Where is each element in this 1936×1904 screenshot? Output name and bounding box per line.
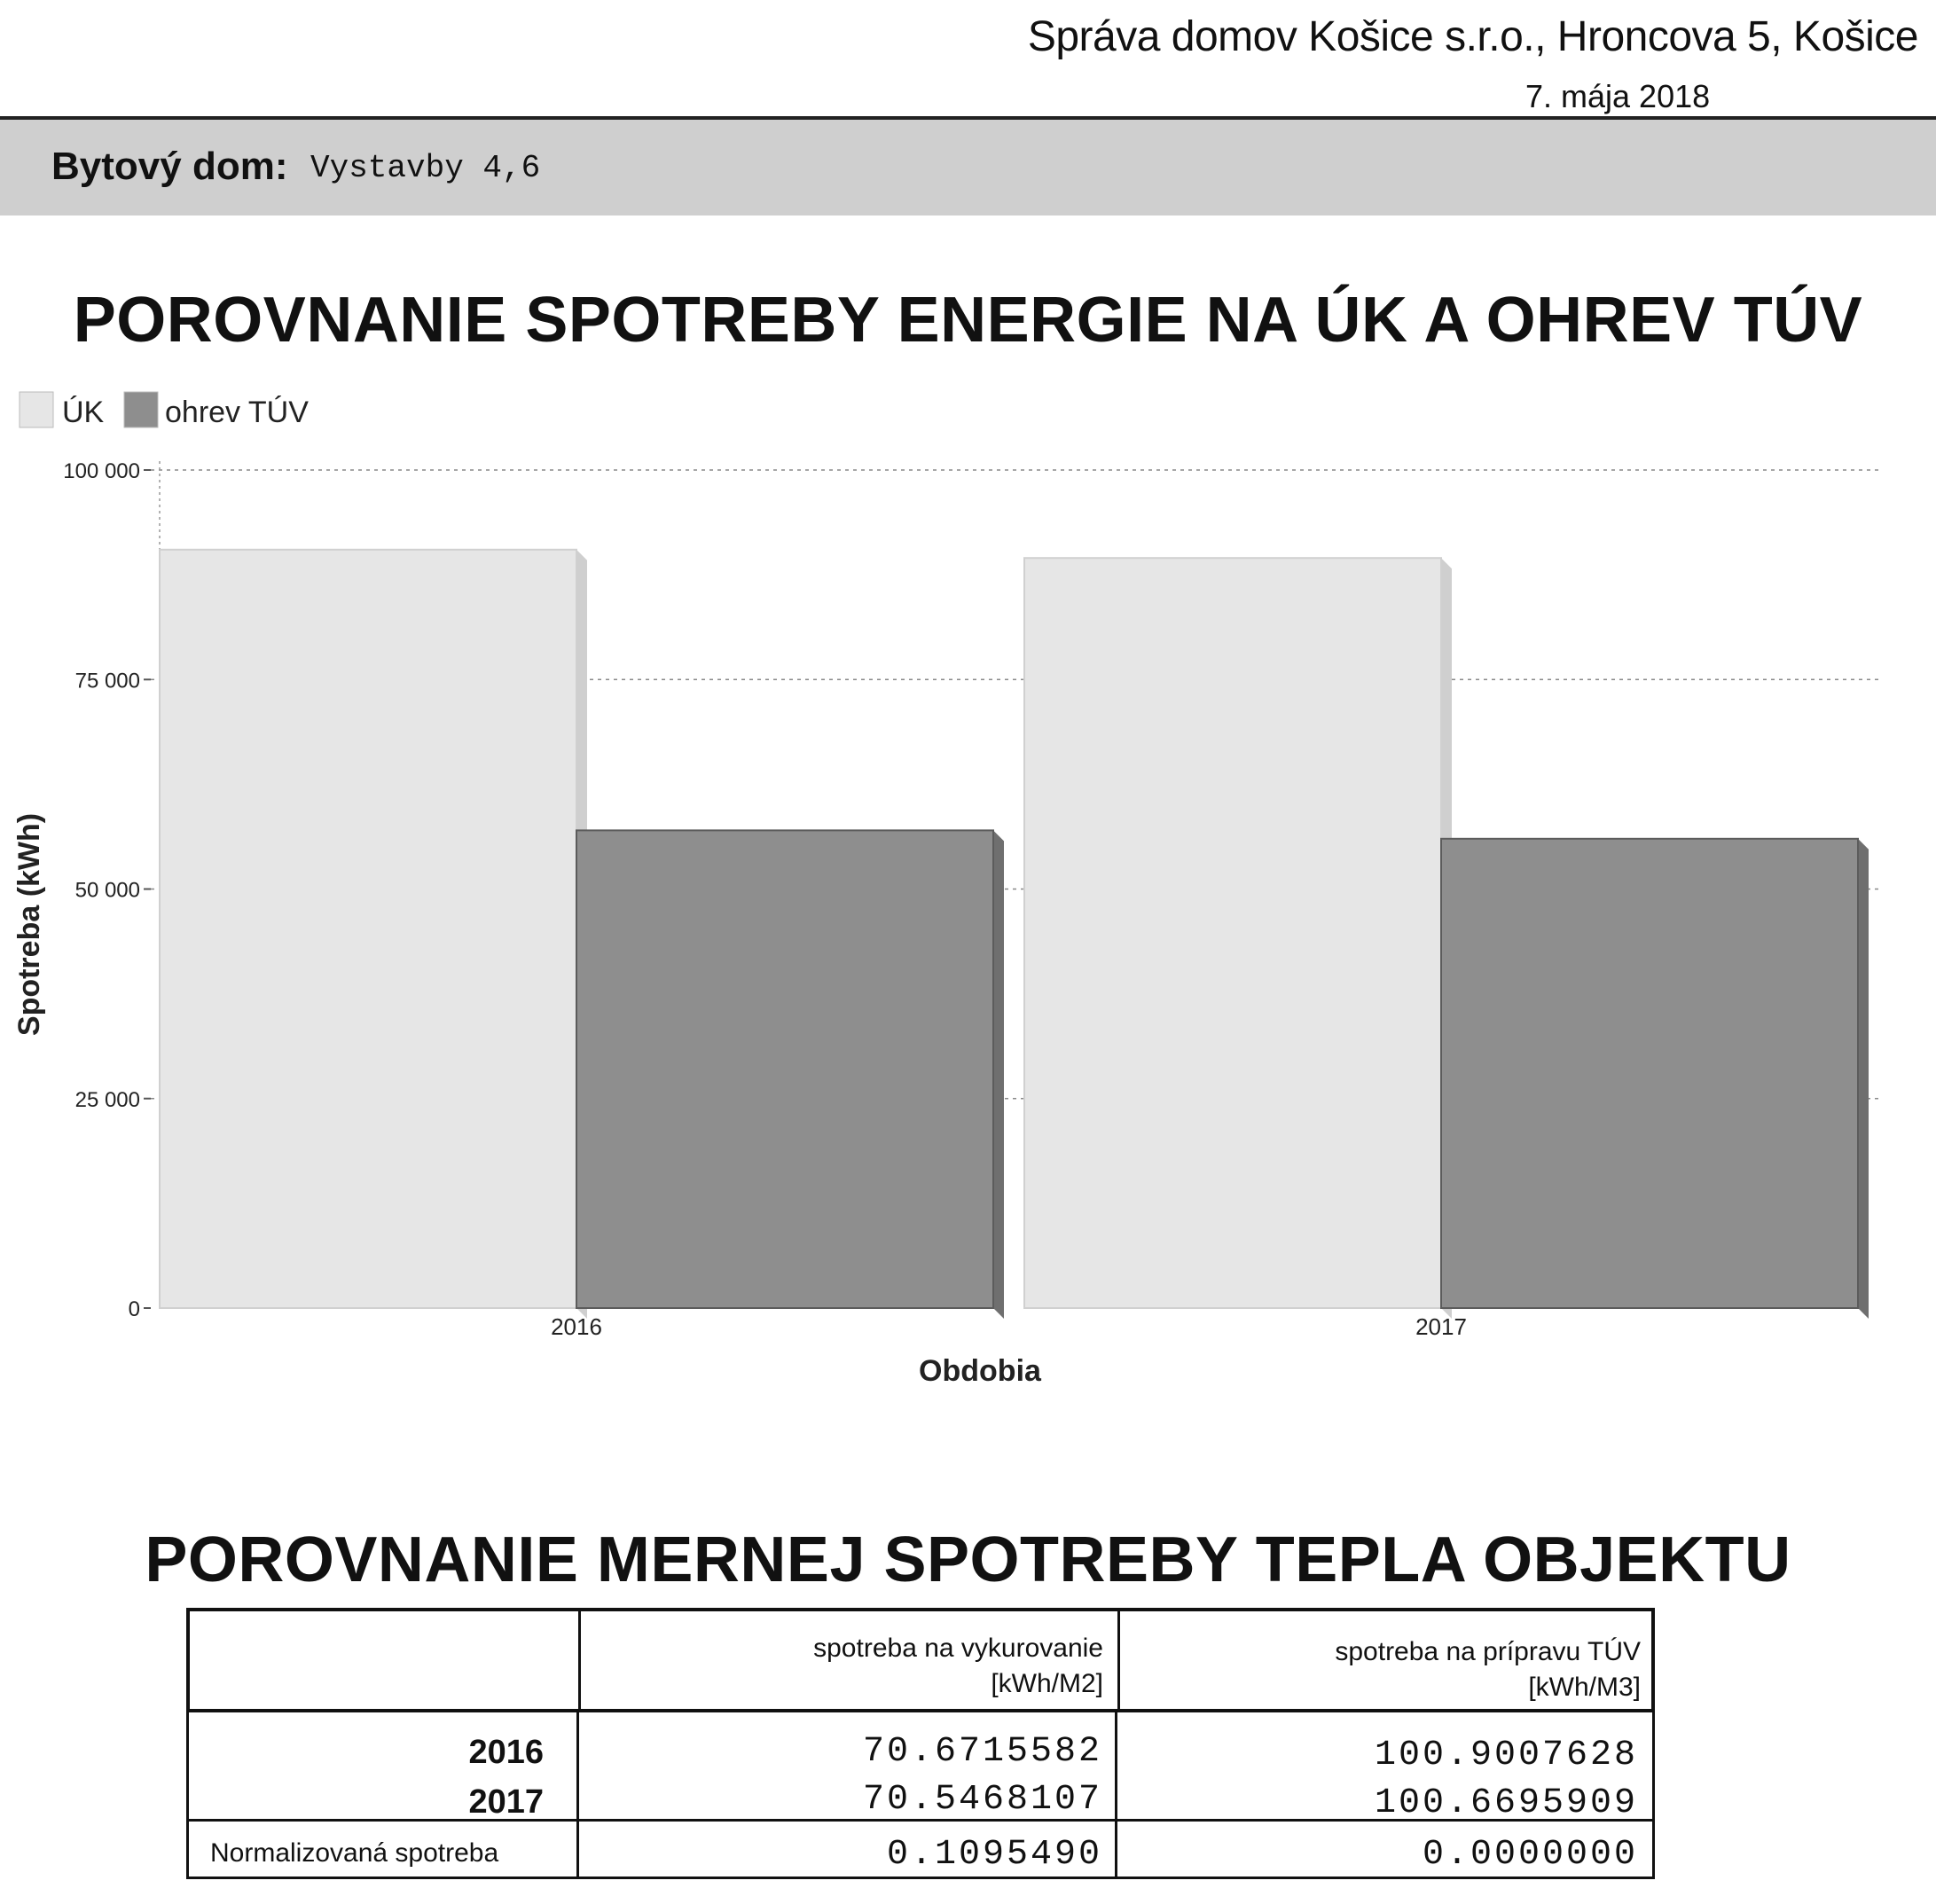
company-name: Správa domov Košice s.r.o., Hroncova 5, Košice <box>1027 13 1918 60</box>
y-tick-label-2: 50 000 <box>74 878 140 903</box>
row-2017-label: 2017 <box>468 1783 544 1821</box>
bar-side-1-1 <box>1858 839 1869 1319</box>
legend-label-1: ohrev TÚV <box>165 396 309 429</box>
bar-2016-uk <box>160 550 576 1308</box>
y-tick-label-0: 0 <box>128 1297 140 1321</box>
chart-title: POROVNANIE SPOTREBY ENERGIE NA ÚK A OHREV TÚV <box>73 285 1863 356</box>
normalized-label: Normalizovaná spotreba <box>210 1838 499 1868</box>
x-axis-title: Obdobia <box>919 1354 1041 1388</box>
row-2016-label: 2016 <box>468 1734 544 1771</box>
header-water <box>1130 1634 1641 1705</box>
y-axis-title: Spotreba (kWh) <box>12 812 46 1037</box>
y-tick-label-1: 25 000 <box>74 1087 140 1112</box>
table-header <box>186 1608 1655 1712</box>
header-water-unit: [kWh/M3] <box>1528 1673 1641 1702</box>
table-body <box>186 1712 1655 1879</box>
legend-swatch-0 <box>20 392 53 427</box>
header-heating <box>589 1631 1103 1702</box>
y-tick-label-4: 100 000 <box>63 459 140 483</box>
bar-2017-tuv <box>1441 839 1858 1308</box>
legend-swatch-1 <box>124 392 158 427</box>
energy-chart <box>0 381 1936 1410</box>
row-2017-water: 100.6695909 <box>1374 1783 1638 1823</box>
header-water-title: spotreba na prípravu TÚV <box>1335 1637 1641 1666</box>
x-tick-label-1: 2017 <box>1415 1313 1467 1340</box>
header-heating-title: spotreba na vykurovanie <box>813 1634 1103 1663</box>
report-date: 7. mája 2018 <box>1525 78 1711 114</box>
building-label: Bytový dom: <box>51 145 288 188</box>
bar-2017-uk <box>1024 558 1441 1308</box>
building-band <box>0 116 1936 215</box>
table-title: POROVNANIE MERNEJ SPOTREBY TEPLA OBJEKTU <box>145 1524 1791 1595</box>
normalized-heating: 0.1095490 <box>886 1835 1102 1875</box>
specific-consumption-table <box>186 1608 1655 1879</box>
header-heating-unit: [kWh/M2] <box>991 1669 1103 1698</box>
x-tick-label-0: 2016 <box>551 1313 602 1340</box>
row-2016-water: 100.9007628 <box>1374 1736 1638 1775</box>
row-2016-heating: 70.6715582 <box>862 1732 1102 1772</box>
bar-2016-tuv <box>576 830 993 1308</box>
legend-label-0: ÚK <box>62 396 105 429</box>
row-2017-heating: 70.5468107 <box>862 1780 1102 1820</box>
normalized-water: 0.0000000 <box>1422 1835 1638 1875</box>
bar-side-0-1 <box>993 830 1004 1319</box>
building-value: Vystavby 4,6 <box>310 150 541 186</box>
y-tick-label-3: 75 000 <box>74 669 140 693</box>
